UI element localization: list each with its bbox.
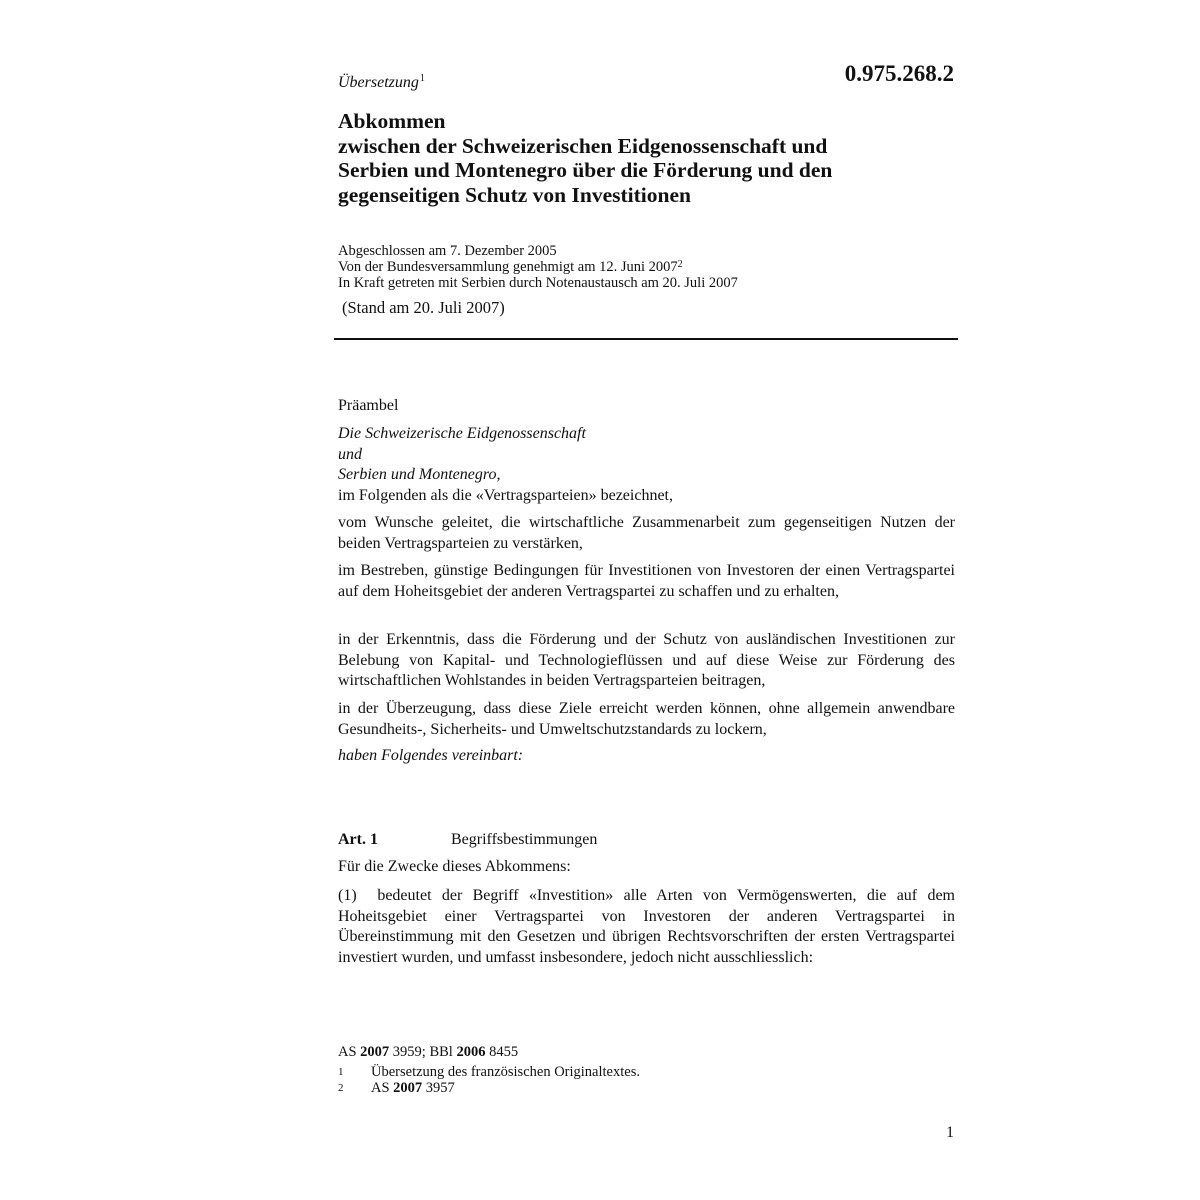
article-1-intro: Für die Zwecke dieses Abkommens: (338, 858, 571, 875)
concluded-date: Abgeschlossen am 7. Dezember 2005 (338, 243, 557, 259)
approval-text: Von der Bundesversammlung genehmigt am 12. Juni 2007 (338, 259, 678, 275)
party-serbia-montenegro: Serbien und Montenegro, (338, 466, 501, 483)
footnote-number: 2 (338, 1082, 344, 1094)
status-date: (Stand am 20. Juli 2007) (342, 298, 505, 317)
in-force-date: In Kraft getreten mit Serbien durch Notenaustausch am 20. Juli 2007 (338, 275, 738, 291)
party-switzerland: Die Schweizerische Eidgenossenschaft (338, 425, 586, 442)
as-prefix: AS (338, 1044, 357, 1060)
official-compilation-ref (338, 1044, 518, 1060)
preamble-heading: Präambel (338, 397, 399, 414)
header-divider (334, 338, 958, 340)
footnote-ref-2[interactable]: 2 (677, 259, 683, 270)
footnote-ref-1[interactable]: 1 (419, 73, 425, 84)
article-1-heading (338, 830, 955, 851)
title-line: zwischen der Schweizerischen Eidgenossenschaft und (338, 133, 828, 158)
as-year: 2007 (360, 1044, 390, 1060)
sr-number: 0.975.268.2 (844, 61, 954, 86)
article-number: Art. 1 (338, 831, 378, 848)
title-line: gegenseitigen Schutz von Investitionen (338, 182, 691, 207)
title-line: Abkommen (338, 109, 446, 133)
bbl-page: 8455 (489, 1044, 519, 1060)
preamble-parties (338, 424, 955, 506)
recital-2: im Bestreben, günstige Bedingungen für Investitionen von Investoren der einen Vertragspartei auf dem Hoheitsgebiet der anderen Vertragspartei zu schaffen und zu erhalten, (338, 562, 955, 600)
article-1-para-1 (338, 886, 955, 968)
footnote-as-page: 3957 (425, 1080, 455, 1096)
para-label: (1) (338, 887, 357, 904)
article-title: Begriffsbestimmungen (451, 831, 598, 848)
approval-line (338, 259, 738, 275)
document-title (338, 109, 958, 207)
translation-label-text: Übersetzung (338, 74, 419, 91)
footnote-1 (338, 1064, 958, 1080)
footnote-text: Übersetzung des französischen Originaltextes. (371, 1064, 640, 1080)
translation-label (338, 74, 425, 92)
footnote-as-year: 2007 (393, 1080, 423, 1096)
footnote-2 (338, 1080, 958, 1096)
parties-designation: im Folgenden als die «Vertragsparteien» bezeichnet, (338, 486, 673, 504)
page-number: 1 (946, 1124, 954, 1141)
as-page: 3959; BBl (392, 1044, 453, 1060)
recital-1: vom Wunsche geleitet, die wirtschaftliche Zusammenarbeit zum gegenseitigen Nutzen der beiden Vertragsparteien zu verstärken, (338, 514, 955, 552)
party-conjunction: und (338, 445, 362, 463)
recital-4: in der Überzeugung, dass diese Ziele erreicht werden können, ohne allgemein anwendbare Gesundheits-, Sicherheits- und Umweltschutzstandards zu lockern, (338, 700, 955, 738)
para-text: bedeutet der Begriff «Investition» alle Arten von Vermögenswerten, die auf dem Hoheitsgebiet einer Vertragspartei von Investoren der anderen Vertragspartei in Übereinstimmung mit den Gesetzen und übrigen Rechtsvorschriften der ersten Vertragspartei investiert wurden, und umfasst insbesondere, jedoch nicht ausschliesslich: (338, 887, 956, 966)
agreement-clause: haben Folgendes vereinbart: (338, 747, 524, 764)
footnote-number: 1 (338, 1066, 344, 1078)
title-line: Serbien und Montenegro über die Förderung und den (338, 158, 833, 182)
recital-3: in der Erkenntnis, dass die Förderung und der Schutz von ausländischen Investitionen zur Belebung von Kapital- und Technologieflüssen und auf diese Weise zur Förderung des wirtschaftlichen Wohlstandes in beiden Vertragsparteien beitragen, (338, 631, 955, 689)
document-meta (338, 243, 738, 291)
footnote-as-prefix: AS (371, 1080, 390, 1096)
bbl-year: 2006 (456, 1044, 486, 1060)
